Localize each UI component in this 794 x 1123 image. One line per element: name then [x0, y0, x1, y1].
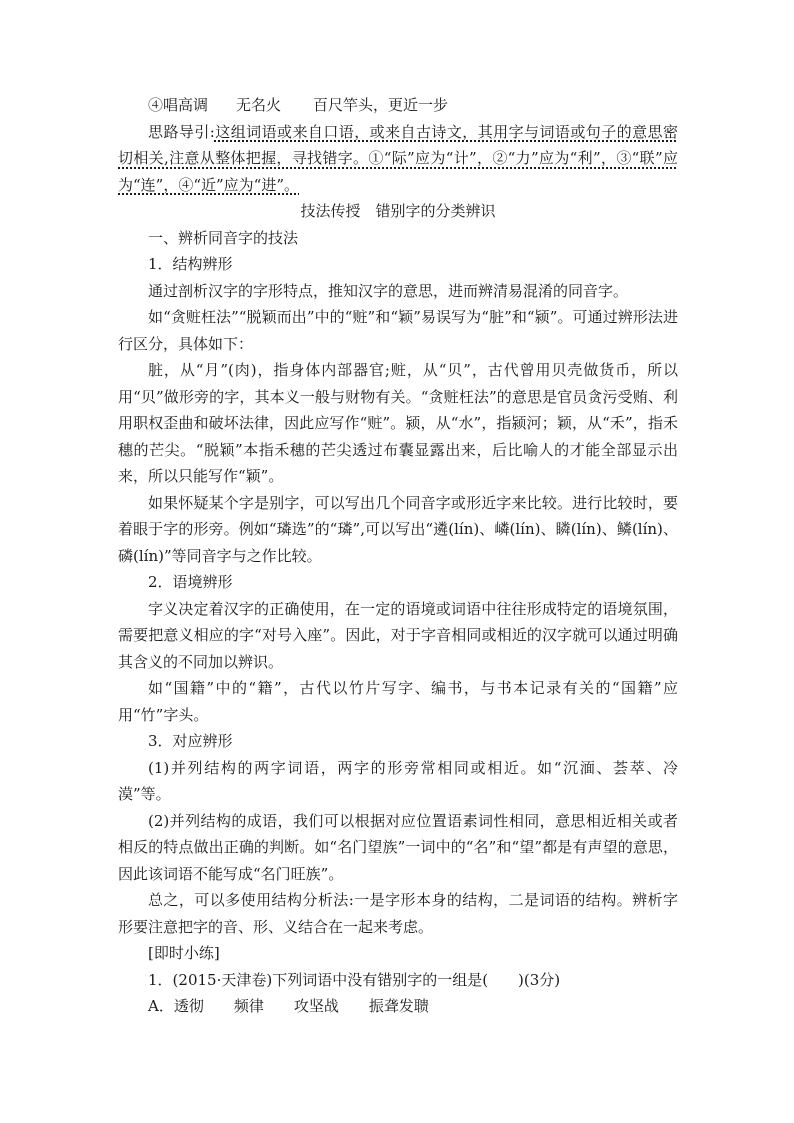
subsection-1-heading: 1．结构辨形 [148, 255, 233, 273]
paragraph-5: 字义决定着汉字的正确使用，在一定的语境或词语中往往形成特定的语境氛围，需要把意义相应的字“对号入座”。因此，对于字音相同或相近的汉字就可以通过明确其含义的不同加以辨识。 [118, 599, 678, 671]
hint-lead: 思路导引: [148, 122, 215, 141]
subsection-2-heading: 2．语境辨形 [148, 573, 233, 591]
page-content [118, 92, 678, 1020]
option-a-word-2: 频律 [233, 997, 264, 1015]
item4-word-3: 百尺竿头，更近一步 [313, 96, 449, 114]
question-1-option-a [118, 993, 678, 1020]
paragraph-7: (1)并列结构的两字词语，两字的形旁常相同或相近。如“沉湎、荟萃、冷漠”等。 [118, 758, 678, 803]
paragraph-4: 如果怀疑某个字是别字，可以写出几个同音字或形近字来比较。进行比较时，要着眼于字的形旁。例如“璘选”的“璘”,可以写出“遴(lín)、嶙(lín)、瞵(lín)、鳞(lín)、磷(lín)”等同音字与之作比较。 [118, 493, 678, 565]
option-a-label: A． [148, 997, 174, 1015]
practice-label: [即时小练] [148, 944, 220, 962]
section-1-heading: 一、辨析同音字的技法 [148, 228, 299, 247]
section-title: 技法传授 错别字的分类辨识 [300, 202, 496, 220]
option-a-word-1: 透彻 [173, 997, 204, 1015]
option-a-word-3: 攻坚战 [293, 997, 339, 1015]
subsection-3-heading: 3．对应辨形 [148, 732, 233, 750]
paragraph-6: 如“国籍”中的“籍”，古代以竹片写字、编书，与书本记录有关的“国籍”应用“竹”字头。 [118, 679, 678, 724]
paragraph-9: 总之，可以多使用结构分析法:一是字形本身的结构，二是词语的结构。辨析字形要注意把字的音、形、义结合在一起来考虑。 [118, 891, 678, 936]
paragraph-8: (2)并列结构的成语，我们可以根据对应位置语素词性相同，意思相近相关或者相反的特点做出正确的判断。如“名门望族”一词中的“名”和“望”都是有声望的意思，因此该词语不能写成“名门旺族”。 [118, 811, 678, 883]
paragraph-3: 脏，从“月”(肉)，指身体内部器官;赃，从“贝”，古代曾用贝壳做货币，所以用“贝”做形旁的字，其本义一般与财物有关。“贪赃枉法”的意思是官员贪污受贿、利用职权歪曲和破坏法律，因此应写作“赃”。颍，从“水”，指颍河；颖，从“禾”，指禾穗的芒尖。“脱颖”本指禾穗的芒尖透过布囊显露出来，后比喻人的才能全部显示出来，所以只能写作“颖”。 [118, 361, 678, 485]
hint-text: 这组词语或来自口语，或来自古诗文，其用字与词语或句子的意思密切相关,注意从整体把握，寻找错字。①“际”应为“计”，②“力”应为“利”，③“联”应为“连”，④“近”应为“进”。 [118, 122, 678, 194]
item4-word-2: 无名火 [236, 96, 282, 114]
paragraph-2: 如“贪赃枉法”“脱颖而出”中的“赃”和“颖”易误写为“脏”和“颍”。可通过辨形法进行区分，具体如下： [118, 308, 678, 353]
answer-item-4 [118, 92, 678, 119]
option-a-word-4: 振聋发聩 [368, 997, 429, 1015]
question-1: 1．(2015·天津卷)下列词语中没有错别字的一组是( )(3分) [148, 970, 561, 989]
paragraph-1: 通过剖析汉字的字形特点，推知汉字的意思，进而辨清易混淆的同音字。 [148, 281, 629, 300]
item4-label: ④唱高调 [148, 96, 209, 114]
hint-paragraph [118, 119, 678, 199]
